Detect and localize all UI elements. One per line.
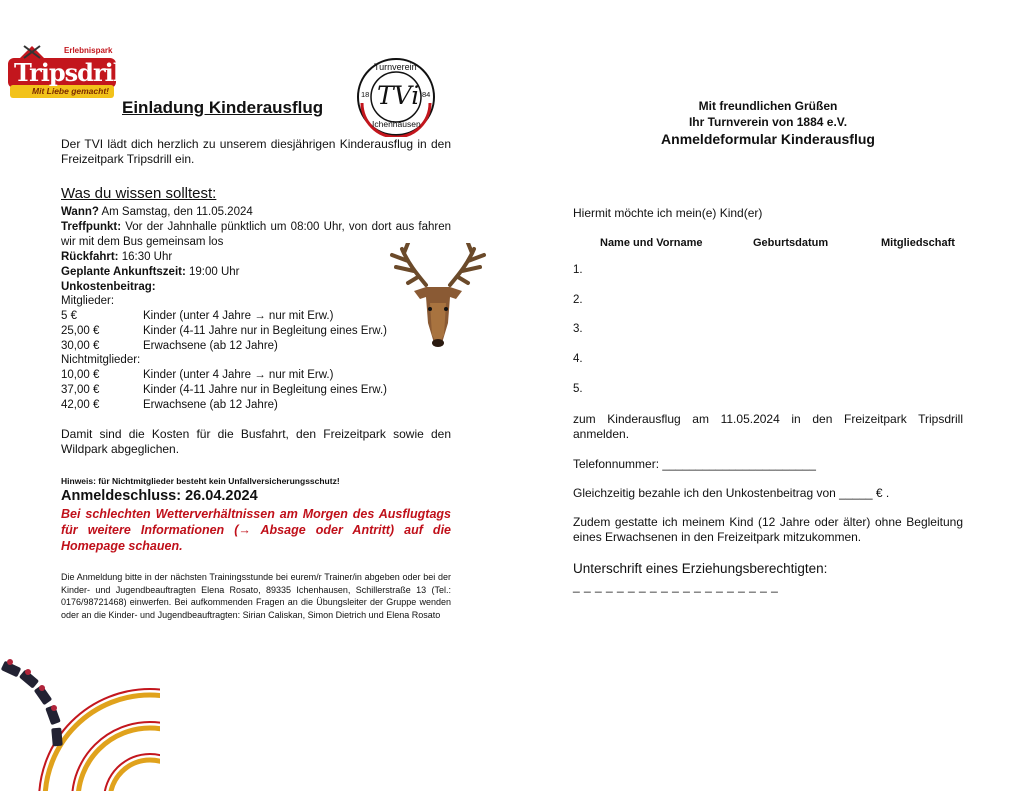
ankunft-line: [61, 265, 240, 280]
invitation-title: Einladung Kinderausflug: [122, 98, 324, 117]
telefon-line: [573, 457, 816, 472]
price-row: [61, 324, 387, 339]
club-logo-bottom: Ichenhausen: [372, 119, 421, 129]
section-title: Was du wissen solltest:: [61, 185, 217, 202]
price: 25,00 €: [61, 325, 100, 337]
logo-slogan-text: Mit Liebe gemacht!: [32, 86, 109, 96]
price: 37,00 €: [61, 384, 100, 396]
bezahle-line: [573, 486, 889, 501]
kosten-label: Unkostenbeitrag:: [61, 281, 156, 293]
telefon-field[interactable]: _______________________: [662, 457, 816, 471]
form-title: Anmeldeformular Kinderausflug: [661, 131, 875, 147]
price: 5 €: [61, 310, 77, 322]
gestatte-text: Zudem gestatte ich meinem Kind (12 Jahre oder älter) ohne Begleitung eines Erwachsenen in den Freizeitpark mitzukommen.: [573, 515, 963, 544]
logo-name-text: Tripsdrill: [14, 58, 129, 87]
price-row: [61, 368, 333, 383]
price-desc: Kinder (4-11 Jahre nur in Begleitung eines Erw.): [143, 325, 387, 337]
club-logo-top: Turnverein: [374, 62, 417, 72]
child-row-number: 5.: [573, 383, 583, 395]
price-row: [61, 339, 278, 354]
club-logo-left: 18: [361, 90, 370, 99]
child-row-number: 4.: [573, 353, 583, 365]
club-logo: [356, 57, 436, 137]
ankunft-label: Geplante Ankunftszeit:: [61, 266, 186, 278]
euro-sign: € .: [875, 486, 890, 500]
child-row-number: 2.: [573, 294, 583, 306]
column-name: Name und Vorname: [600, 237, 703, 249]
price-desc: Erwachsene (ab 12 Jahre): [143, 340, 278, 352]
column-membership: Mitgliedschaft: [881, 237, 955, 249]
price-desc: Kinder (4-11 Jahre nur in Begleitung eines Erw.): [143, 384, 387, 396]
price-row: [61, 383, 387, 398]
wann-line: [61, 205, 253, 220]
treff-label: Treffpunkt:: [61, 221, 122, 233]
rueck-label: Rückfahrt:: [61, 251, 119, 263]
wann-value: Am Samstag, den 11.05.2024: [98, 206, 253, 218]
kosten-text: Damit sind die Kosten für die Busfahrt, den Freizeitpark sowie den Wildpark abgeglichen.: [61, 427, 451, 456]
price: 42,00 €: [61, 399, 100, 411]
signature-field[interactable]: _ _ _ _ _ _ _ _ _ _ _ _ _ _ _ _ _ _ _: [573, 579, 779, 593]
price: 30,00 €: [61, 340, 100, 352]
child-row-number: 1.: [573, 264, 583, 276]
mitglieder-label: Mitglieder:: [61, 295, 115, 307]
nichtmitglieder-label: Nichtmitglieder:: [61, 354, 141, 366]
rueckfahrt-line: [61, 250, 172, 265]
child-row-number: 3.: [573, 323, 583, 335]
signature-label: Unterschrift eines Erziehungsberechtigten:: [573, 561, 828, 576]
logo-small-text: Erlebnispark: [64, 46, 113, 55]
price-row: [61, 309, 333, 324]
greeting-line-1: Mit freundlichen Grüßen: [698, 99, 838, 113]
price: 10,00 €: [61, 369, 100, 381]
form-intro: Hiermit möchte ich mein(e) Kind(er): [573, 206, 763, 220]
roller-coaster-image: [0, 650, 160, 791]
deer-head-image: [386, 243, 490, 351]
hinweis-text: Hinweis: für Nichtmitglieder besteht kein Unfallversicherungsschutz!: [61, 476, 340, 486]
wann-label: Wann?: [61, 206, 99, 218]
deadline-text: Anmeldeschluss: 26.04.2024: [61, 488, 258, 504]
telefon-label: Telefonnummer:: [573, 457, 660, 471]
club-logo-right: 84: [422, 90, 431, 99]
tripsdrill-logo: [6, 44, 129, 102]
price-desc: Kinder (unter 4 Jahre → nur mit Erw.): [143, 369, 334, 381]
price-desc: Erwachsene (ab 12 Jahre): [143, 399, 278, 411]
club-logo-mono: TVi: [377, 81, 420, 110]
betrag-field[interactable]: _____: [839, 486, 873, 500]
rueck-value: 16:30 Uhr: [118, 251, 173, 263]
price-row: [61, 398, 278, 413]
greeting-line-2: Ihr Turnverein von 1884 e.V.: [688, 115, 848, 129]
intro-text: Der TVI lädt dich herzlich zu unserem diesjährigen Kinderausflug in den Freizeitpark Tripsdrill ein.: [61, 137, 451, 166]
bezahle-text: Gleichzeitig bezahle ich den Unkostenbeitrag von: [573, 486, 836, 500]
price-desc: Kinder (unter 4 Jahre → nur mit Erw.): [143, 310, 334, 322]
treff-value: Vor der Jahnhalle pünktlich um 08:00 Uhr, von dort aus fahren wir mit dem Bus gemeinsam los: [61, 221, 451, 248]
anmelden-text: zum Kinderausflug am 11.05.2024 in den Freizeitpark Tripsdrill anmelden.: [573, 412, 963, 441]
ankunft-value: 19:00 Uhr: [185, 266, 240, 278]
footer-text: Die Anmeldung bitte in der nächsten Trainingsstunde bei eurem/r Trainer/in abgeben oder bei der Kinder- und Jugendbeauftragten Elena Rosato, 89335 Ichenhausen, Schillerstraße 13 (Tel.: 0176/98721468) einwerfen. Bei aufkommenden Fragen an die Übungsleiter der Gruppe wenden oder an die Kinder- und Jugendbeauftragten: Sirian Caliskan, Simon Dietrich und Elena Rosato: [61, 572, 451, 620]
weather-notice: Bei schlechten Wetterverhältnissen am Morgen des Ausflugtags für weitere Informationen (→ Absage oder Antritt) auf die Homepage schauen.: [61, 507, 451, 553]
column-birthdate: Geburtsdatum: [753, 237, 829, 249]
